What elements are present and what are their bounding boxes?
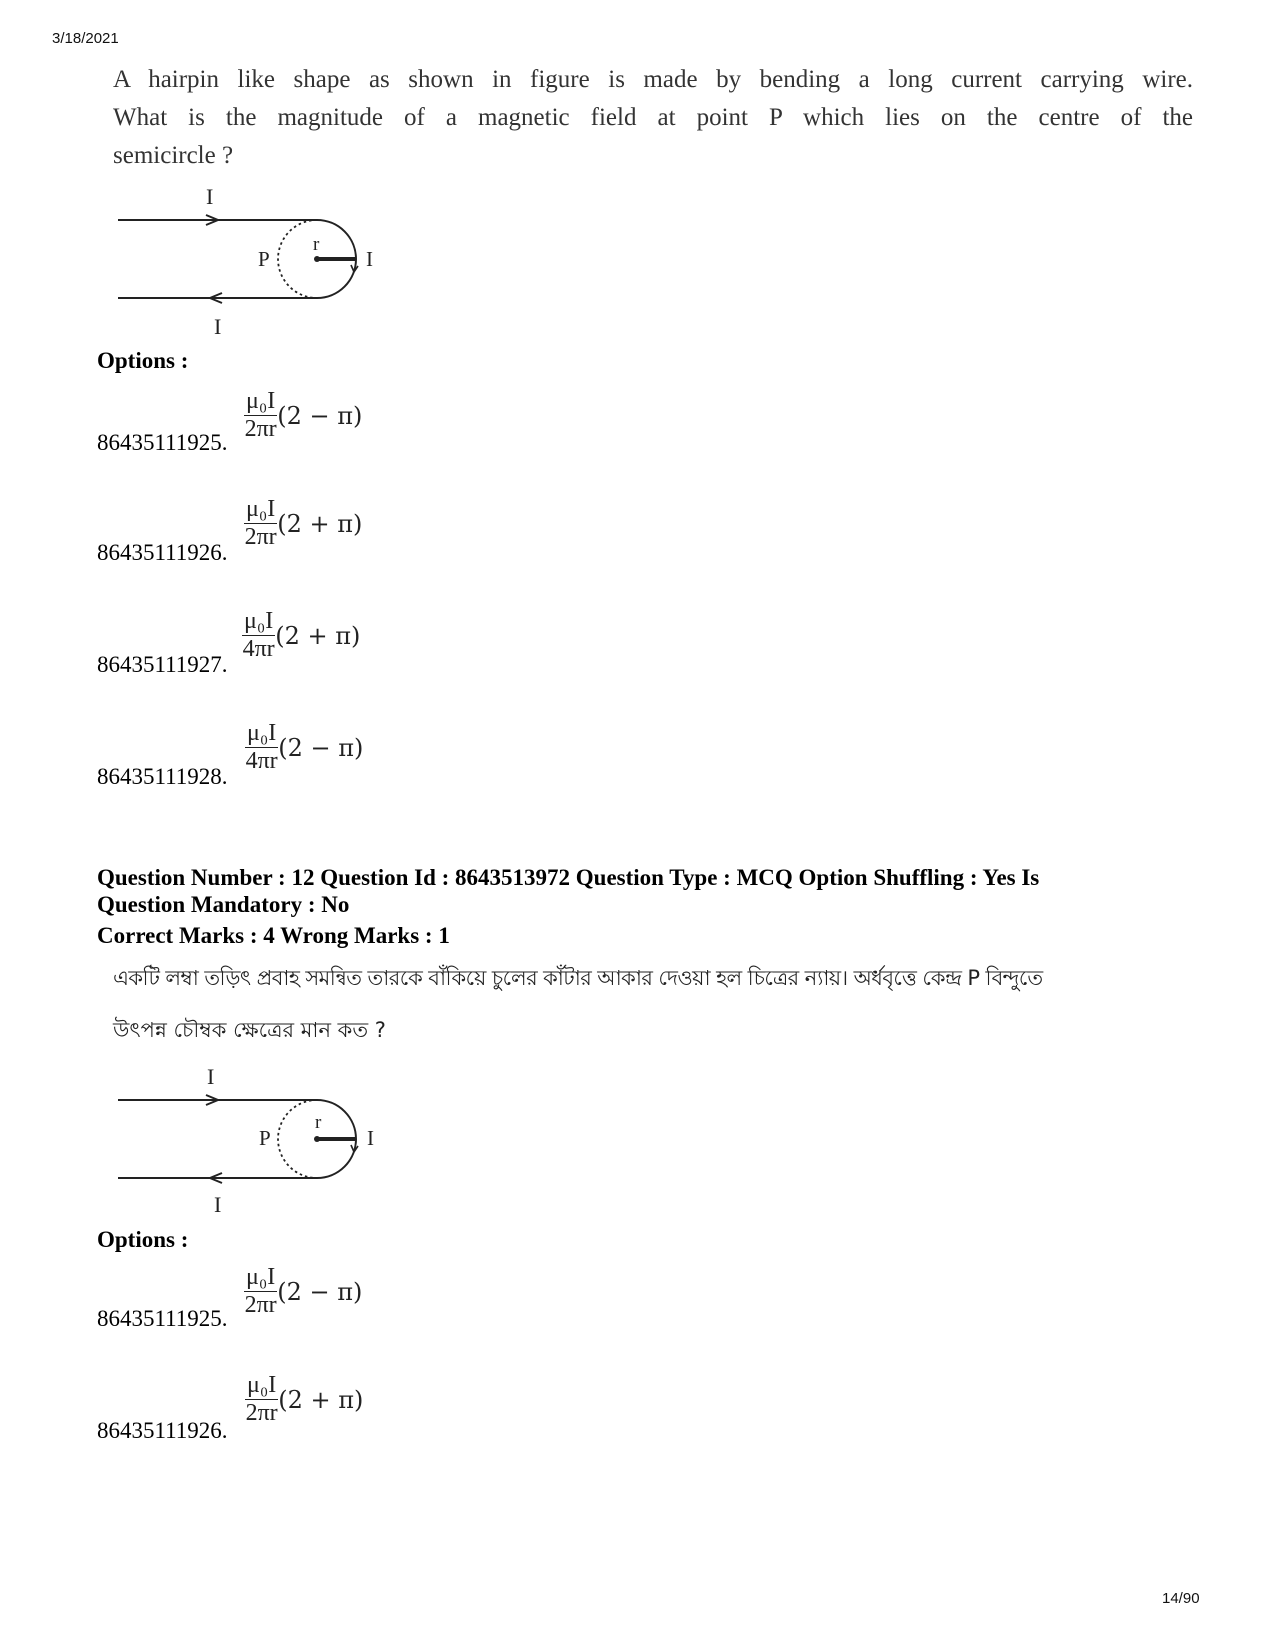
option-id: 86435111926. [97, 1418, 228, 1443]
option-formula [244, 388, 362, 443]
formula-factor: (2 − π) [278, 733, 364, 762]
fraction-numerator: μ₀I [246, 388, 276, 414]
question-line-bn: একটি লম্বা তড়িৎ প্রবাহ সমন্বিত তারকে বাঁকিয়ে চুলের কাঁটার আকার দেওয়া হল চিত্রের ন্যায়। অর্ধবৃত্তে কেন্দ্র P বিন্দুতে [113, 966, 1043, 990]
label-point-p: P [258, 247, 270, 271]
fraction-numerator: μ₀I [246, 1264, 276, 1290]
option-formula [245, 720, 363, 775]
option-id: 86435111927. [97, 652, 228, 677]
option-formula [245, 1372, 363, 1427]
marks-info: Correct Marks : 4 Wrong Marks : 1 [97, 923, 450, 948]
options-heading: Options : [97, 348, 189, 373]
fraction-denominator: 2πr [245, 1400, 278, 1426]
fraction-denominator: 4πr [242, 636, 275, 662]
hairpin-wire-figure [110, 180, 390, 340]
fraction-numerator: μ₀I [246, 496, 276, 522]
label-radius: r [313, 234, 320, 255]
fraction [244, 388, 277, 443]
question-text-english [113, 61, 1193, 175]
option-id: 86435111925. [97, 430, 228, 455]
question-line-bn: উৎপন্ন চৌম্বক ক্ষেত্রের মান কত ? [113, 1018, 386, 1042]
option-id: 86435111928. [97, 764, 228, 789]
label-current-top: I [206, 184, 214, 209]
fraction [242, 608, 275, 663]
question-meta-line: Question Mandatory : No [97, 892, 350, 917]
formula-factor: (2 + π) [278, 1385, 364, 1414]
fraction-denominator: 2πr [244, 416, 277, 442]
dotted-half-circle [278, 220, 317, 298]
hairpin-wire-figure [110, 1060, 390, 1220]
fraction [245, 1372, 278, 1427]
formula-factor: (2 − π) [277, 401, 363, 430]
question-line: What is the magnitude of a magnetic field at point P which lies on the centre of the [113, 104, 1193, 131]
fraction [245, 720, 278, 775]
fraction-numerator: μ₀I [247, 720, 277, 746]
option-formula [244, 496, 362, 551]
page-number: 14/90 [1162, 1590, 1200, 1607]
fraction [244, 1264, 277, 1319]
formula-factor: (2 + π) [275, 621, 361, 650]
label-current-bottom: I [214, 1192, 222, 1217]
fraction-numerator: μ₀I [244, 608, 274, 634]
label-current-bottom: I [214, 314, 222, 339]
option-id: 86435111926. [97, 540, 228, 565]
fraction [244, 496, 277, 551]
label-point-p: P [259, 1126, 271, 1150]
label-radius: r [315, 1112, 322, 1133]
print-date: 3/18/2021 [52, 30, 119, 47]
fraction-denominator: 4πr [245, 748, 278, 774]
formula-factor: (2 + π) [277, 509, 363, 538]
option-formula [242, 608, 360, 663]
fraction-numerator: μ₀I [247, 1372, 277, 1398]
label-current-top: I [207, 1064, 215, 1089]
question-line: semicircle ? [113, 142, 234, 169]
question-meta-line: Question Number : 12 Question Id : 8643513972 Question Type : MCQ Option Shuffling : Yes Is [97, 865, 1040, 890]
formula-factor: (2 − π) [277, 1277, 363, 1306]
question-meta [97, 864, 1217, 918]
question-text-bengali [113, 952, 1193, 1056]
dotted-half-circle [278, 1100, 317, 1178]
label-current-right: I [367, 1126, 374, 1150]
fraction-denominator: 2πr [244, 524, 277, 550]
option-formula [244, 1264, 362, 1319]
label-current-right: I [366, 247, 373, 271]
question-line: A hairpin like shape as shown in figure is made by bending a long current carrying wire. [113, 66, 1193, 93]
option-id: 86435111925. [97, 1306, 228, 1331]
fraction-denominator: 2πr [244, 1292, 277, 1318]
options-heading: Options : [97, 1227, 189, 1252]
